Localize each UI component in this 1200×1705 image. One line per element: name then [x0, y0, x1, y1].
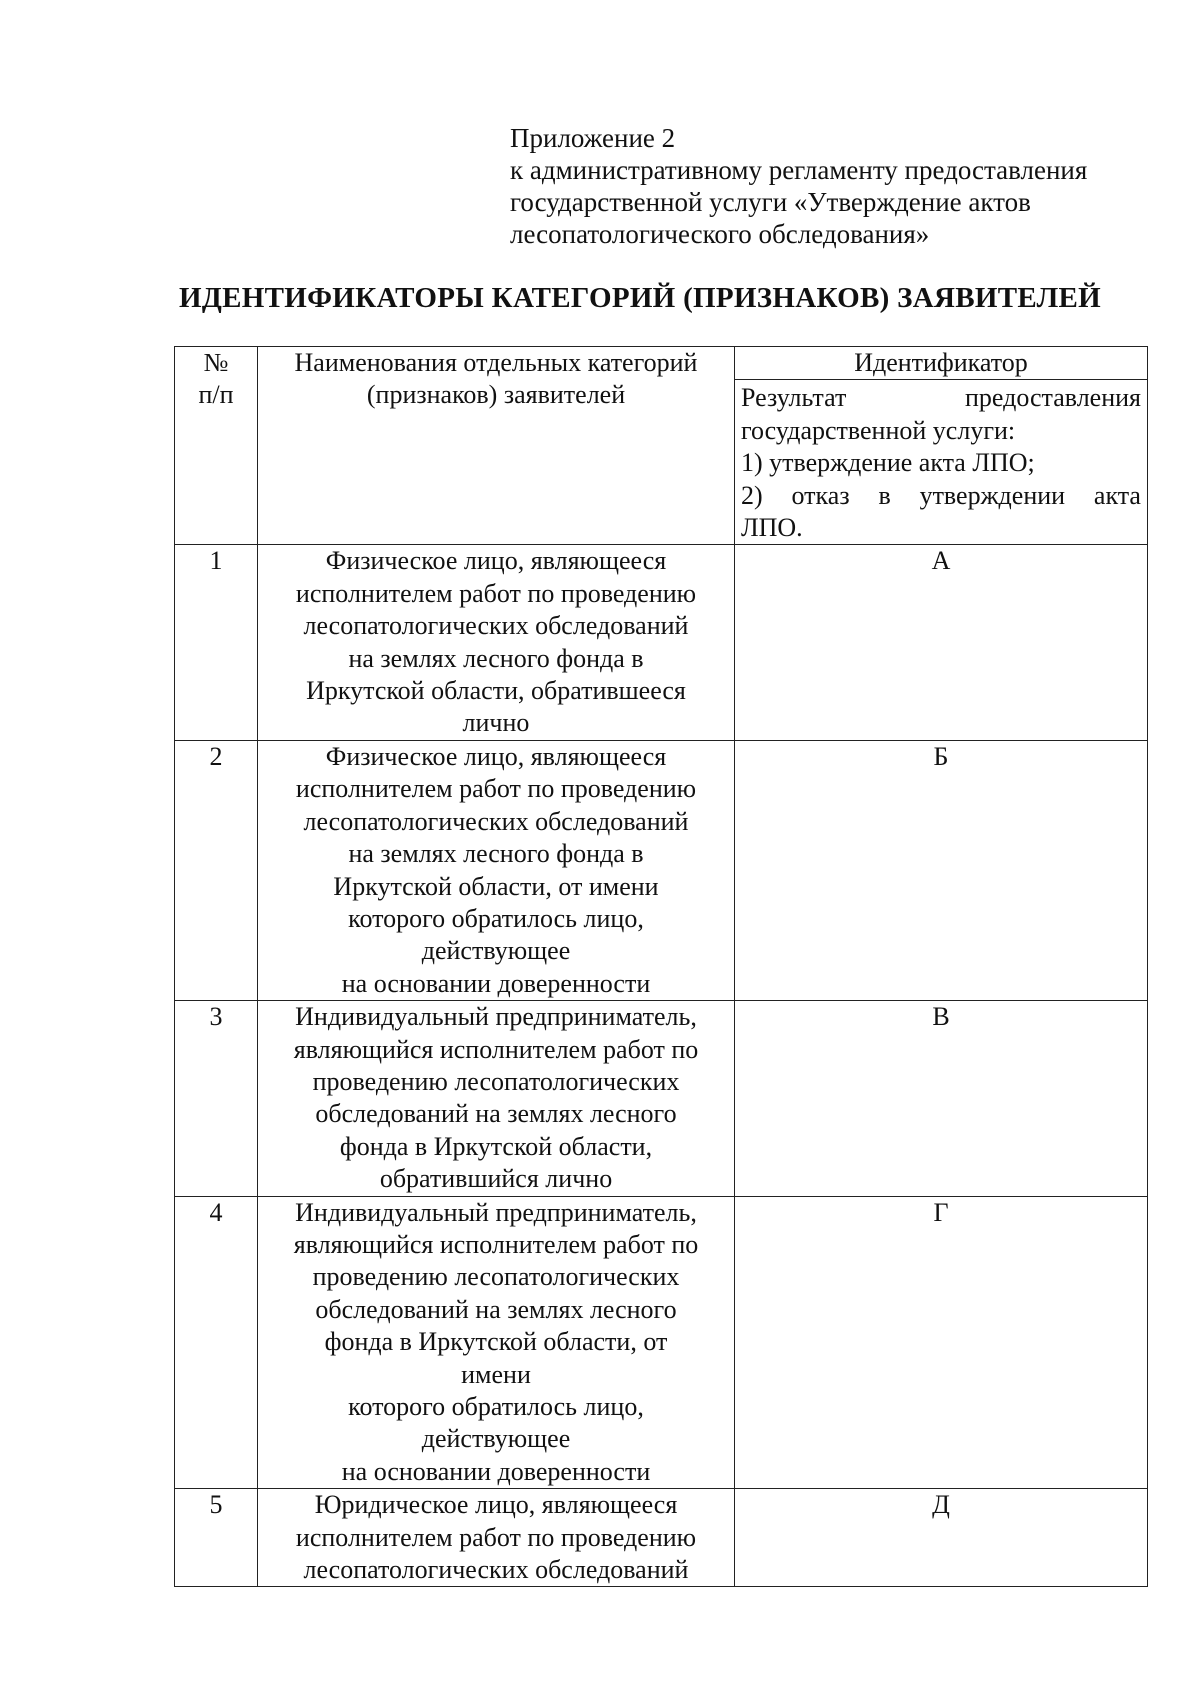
result-word: в — [878, 480, 891, 510]
category-line: на основании доверенности — [341, 1456, 651, 1486]
table-row — [175, 740, 1148, 1000]
header-num-line: п/п — [198, 380, 234, 410]
category-line: обследований на землях лесного — [315, 1294, 677, 1324]
result-line: государственной услуги: — [741, 415, 1016, 445]
row-number: 5 — [175, 1489, 258, 1587]
row-category-name — [258, 1489, 735, 1587]
category-line: являющийся исполнителем работ по — [293, 1229, 699, 1259]
identifiers-table — [174, 346, 1148, 1587]
appendix-line: лесопатологического обследования» — [510, 219, 930, 249]
row-identifier: В — [735, 1001, 1148, 1196]
row-identifier: Д — [735, 1489, 1148, 1587]
appendix-line: Приложение 2 — [510, 123, 676, 153]
category-line: лесопатологических обследований — [303, 1555, 689, 1585]
result-line: ЛПО. — [741, 513, 803, 543]
appendix-line: государственной услуги «Утверждение актов — [510, 187, 1031, 217]
result-line: 1) утверждение акта ЛПО; — [741, 448, 1035, 478]
category-line: Юридическое лицо, являющееся — [314, 1490, 678, 1520]
category-line: Индивидуальный предприниматель, — [295, 1197, 697, 1227]
appendix-note — [510, 122, 1150, 250]
category-line: исполнителем работ по проведению — [295, 774, 697, 804]
category-line: лесопатологических обследований — [303, 611, 689, 641]
row-identifier: А — [735, 545, 1148, 740]
category-line: Физическое лицо, являющееся — [325, 546, 667, 576]
row-number: 1 — [175, 545, 258, 740]
category-line: имени — [461, 1359, 531, 1389]
table-row — [175, 1489, 1148, 1587]
row-number: 2 — [175, 740, 258, 1000]
category-line: на землях лесного фонда в — [348, 839, 644, 869]
category-line: Иркутской области, от имени — [333, 871, 659, 901]
category-line: обратившийся лично — [379, 1164, 613, 1194]
category-line: проведению лесопатологических — [312, 1066, 680, 1096]
category-line: действующее — [421, 936, 571, 966]
table-row — [175, 545, 1148, 740]
row-number: 4 — [175, 1196, 258, 1489]
category-line: являющийся исполнителем работ по — [293, 1034, 699, 1064]
header-name-cell — [258, 347, 735, 545]
header-num-line: № — [203, 348, 229, 377]
result-word: акта — [1093, 480, 1141, 510]
category-line: действующее — [421, 1424, 571, 1454]
category-line: обследований на землях лесного — [315, 1099, 677, 1129]
category-line: лично — [462, 708, 530, 738]
result-line — [741, 382, 1141, 414]
document-title: ИДЕНТИФИКАТОРЫ КАТЕГОРИЙ (ПРИЗНАКОВ) ЗАЯВИТЕЛЕЙ — [178, 282, 1102, 314]
table-row — [175, 1196, 1148, 1489]
result-word: утверждении — [919, 480, 1066, 510]
header-identifier-cell: Идентификатор — [735, 347, 1148, 380]
category-line: Индивидуальный предприниматель, — [295, 1002, 697, 1032]
category-line: исполнителем работ по проведению — [295, 1522, 697, 1552]
category-line: фонда в Иркутской области, от — [324, 1327, 668, 1357]
table-header-row — [175, 347, 1148, 380]
header-name-line: Наименования отдельных категорий — [294, 348, 698, 377]
row-category-name — [258, 1196, 735, 1489]
category-line: Физическое лицо, являющееся — [325, 741, 667, 771]
header-num-cell — [175, 347, 258, 545]
row-identifier: Г — [735, 1196, 1148, 1489]
category-line: фонда в Иркутской области, — [339, 1131, 653, 1161]
header-result-cell — [735, 380, 1148, 545]
category-line: проведению лесопатологических — [312, 1262, 680, 1292]
result-word: предоставления — [965, 383, 1141, 413]
category-line: на основании доверенности — [341, 968, 651, 998]
result-word: 2) — [741, 480, 763, 510]
row-number: 3 — [175, 1001, 258, 1196]
result-word: отказ — [791, 480, 850, 510]
category-line: на землях лесного фонда в — [348, 643, 644, 673]
category-line: которого обратилось лицо, — [348, 1392, 644, 1421]
row-category-name — [258, 1001, 735, 1196]
result-line — [741, 480, 1141, 512]
category-line: Иркутской области, обратившееся — [306, 676, 686, 706]
result-word: Результат — [741, 383, 847, 413]
category-line: лесопатологических обследований — [303, 806, 689, 836]
appendix-line: к административному регламенту предоставления — [510, 155, 1088, 185]
row-category-name — [258, 740, 735, 1000]
category-line: которого обратилось лицо, — [348, 903, 644, 933]
row-identifier: Б — [735, 740, 1148, 1000]
header-name-line: (признаков) заявителей — [366, 380, 626, 410]
table-row — [175, 1001, 1148, 1196]
row-category-name — [258, 545, 735, 740]
category-line: исполнителем работ по проведению — [295, 578, 697, 608]
